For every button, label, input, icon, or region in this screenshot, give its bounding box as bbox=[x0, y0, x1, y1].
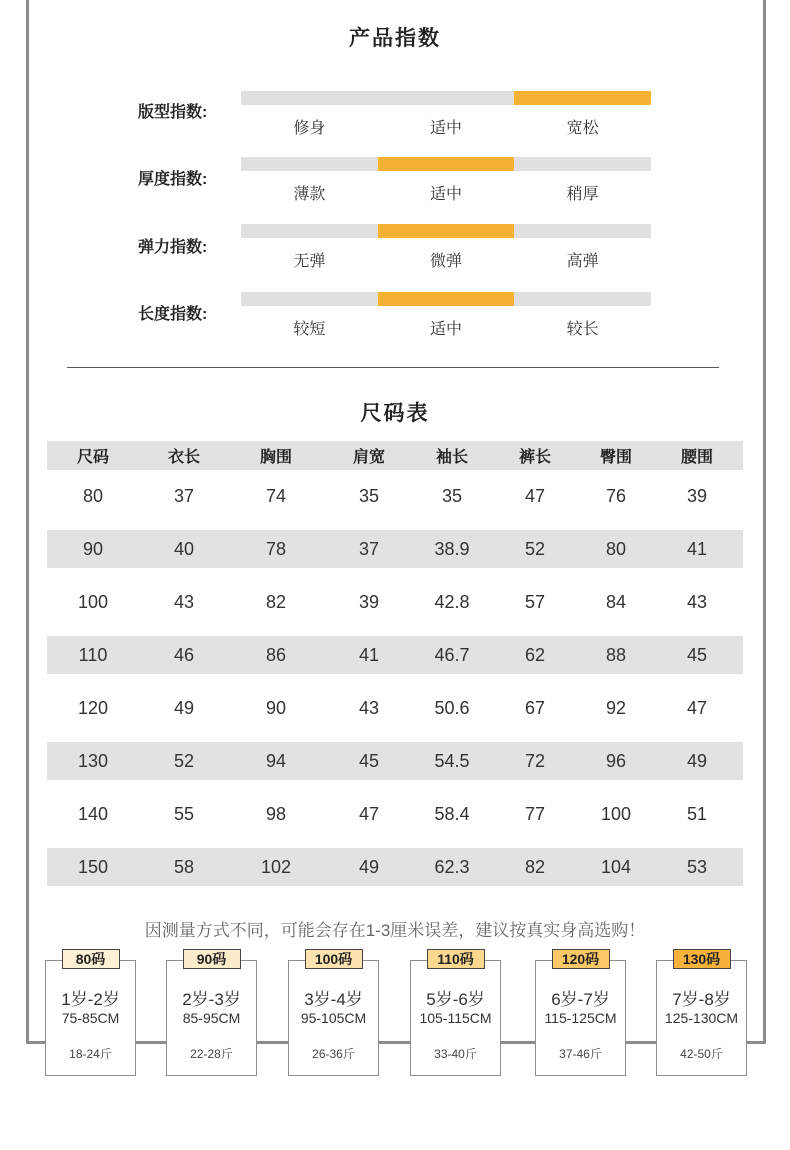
table-cell: 57 bbox=[524, 592, 546, 612]
table-cell: 90 bbox=[265, 698, 287, 718]
table-header-cell: 袖长 bbox=[435, 449, 468, 466]
index-option: 适中 bbox=[430, 321, 463, 338]
index-segment bbox=[514, 224, 651, 238]
table-cell: 80 bbox=[82, 486, 104, 506]
weight-range: 26-36斤 bbox=[312, 1047, 355, 1061]
age-range: 3岁-4岁 bbox=[304, 990, 363, 1009]
table-cell: 67 bbox=[524, 698, 546, 718]
table-cell: 77 bbox=[524, 804, 546, 824]
index-options bbox=[241, 115, 651, 138]
table-cell: 76 bbox=[605, 486, 627, 506]
index-segment bbox=[514, 157, 651, 171]
index-options bbox=[241, 316, 651, 339]
table-cell: 35 bbox=[358, 486, 380, 506]
index-segment bbox=[378, 91, 515, 105]
index-row-length bbox=[0, 292, 790, 352]
table-cell: 45 bbox=[358, 750, 380, 771]
table-cell: 46.7 bbox=[434, 644, 470, 665]
table-cell: 90 bbox=[82, 538, 104, 559]
table-row bbox=[47, 848, 743, 886]
table-cell: 100 bbox=[600, 804, 632, 824]
size-table bbox=[47, 441, 743, 894]
table-cell: 62.3 bbox=[434, 856, 470, 877]
table-header-cell: 臀围 bbox=[599, 449, 632, 466]
measurement-note: 因测量方式不同，可能会存在1-3厘米误差，建议按真实身高选购！ bbox=[144, 921, 646, 940]
weight-range: 42-50斤 bbox=[680, 1047, 723, 1061]
index-options bbox=[241, 181, 651, 204]
table-cell: 84 bbox=[605, 592, 627, 612]
index-row-thickness bbox=[0, 157, 790, 217]
index-segment bbox=[241, 224, 378, 238]
table-cell: 98 bbox=[265, 804, 287, 824]
age-card bbox=[288, 951, 379, 1076]
index-option: 较长 bbox=[566, 321, 599, 338]
table-cell: 49 bbox=[358, 856, 380, 877]
table-header-cell: 胸围 bbox=[259, 449, 292, 466]
table-cell: 78 bbox=[265, 538, 287, 559]
table-cell: 62 bbox=[524, 644, 546, 665]
index-option: 稍厚 bbox=[566, 186, 599, 203]
size-tag: 130码 bbox=[673, 949, 731, 969]
table-cell: 96 bbox=[605, 750, 627, 771]
index-option: 较短 bbox=[293, 321, 326, 338]
weight-range: 33-40斤 bbox=[434, 1047, 477, 1061]
index-segment-selected bbox=[514, 91, 651, 105]
height-range: 115-125CM bbox=[544, 1010, 617, 1026]
table-cell: 43 bbox=[173, 592, 195, 612]
age-range: 6岁-7岁 bbox=[551, 990, 610, 1009]
table-cell: 130 bbox=[77, 750, 109, 771]
index-bar bbox=[241, 157, 651, 171]
table-row bbox=[47, 742, 743, 780]
index-segment bbox=[241, 292, 378, 306]
table-header-cell: 衣长 bbox=[167, 449, 200, 466]
table-cell: 74 bbox=[265, 486, 287, 506]
table-cell: 49 bbox=[686, 750, 708, 771]
table-cell: 40 bbox=[173, 538, 195, 559]
table-cell: 51 bbox=[686, 804, 708, 824]
table-header-cell: 尺码 bbox=[76, 449, 109, 466]
table-header-cell: 裤长 bbox=[518, 449, 551, 466]
index-bar bbox=[241, 292, 651, 306]
index-segment bbox=[241, 91, 378, 105]
table-body bbox=[47, 470, 743, 886]
index-segment-selected bbox=[378, 292, 515, 306]
age-range: 7岁-8岁 bbox=[672, 990, 731, 1009]
table-cell: 100 bbox=[77, 592, 109, 612]
table-row bbox=[47, 788, 743, 841]
table-cell: 82 bbox=[524, 856, 546, 877]
index-bar bbox=[241, 224, 651, 238]
height-range: 125-130CM bbox=[664, 1010, 739, 1026]
height-range: 105-115CM bbox=[419, 1010, 492, 1026]
table-cell: 150 bbox=[77, 856, 109, 877]
table-cell: 47 bbox=[686, 698, 708, 718]
table-cell: 53 bbox=[686, 856, 708, 877]
index-row-elasticity bbox=[0, 224, 790, 284]
table-cell: 55 bbox=[173, 804, 195, 824]
table-cell: 86 bbox=[265, 644, 287, 665]
age-card bbox=[45, 951, 136, 1076]
table-cell: 58 bbox=[173, 856, 195, 877]
index-label: 厚度指数: bbox=[138, 171, 208, 188]
table-row bbox=[47, 530, 743, 568]
index-option: 适中 bbox=[430, 186, 463, 203]
table-cell: 47 bbox=[524, 486, 546, 506]
table-row bbox=[47, 576, 743, 629]
index-row-fit bbox=[0, 91, 790, 151]
age-card bbox=[166, 951, 257, 1076]
table-cell: 92 bbox=[605, 698, 627, 718]
table-cell: 50.6 bbox=[434, 698, 470, 718]
age-card bbox=[535, 951, 626, 1076]
index-label: 版型指数: bbox=[138, 104, 208, 121]
index-option: 高弹 bbox=[566, 253, 599, 270]
index-option: 宽松 bbox=[566, 120, 599, 137]
table-cell: 72 bbox=[524, 750, 546, 771]
table-cell: 43 bbox=[686, 592, 708, 612]
age-range: 1岁-2岁 bbox=[61, 990, 120, 1009]
table-cell: 54.5 bbox=[434, 750, 470, 771]
table-header-cell: 肩宽 bbox=[352, 449, 385, 466]
table-cell: 58.4 bbox=[434, 804, 470, 824]
table-header-cell: 腰围 bbox=[680, 449, 713, 466]
index-option: 修身 bbox=[293, 120, 326, 137]
index-segment bbox=[514, 292, 651, 306]
table-cell: 39 bbox=[686, 486, 708, 506]
size-tag: 100码 bbox=[305, 949, 363, 969]
table-cell: 46 bbox=[173, 644, 195, 665]
age-range: 2岁-3岁 bbox=[182, 990, 241, 1009]
table-cell: 37 bbox=[358, 538, 380, 559]
table-cell: 41 bbox=[358, 644, 380, 665]
table-cell: 42.8 bbox=[434, 592, 470, 612]
table-cell: 52 bbox=[524, 538, 546, 559]
index-segment-selected bbox=[378, 224, 515, 238]
index-label: 弹力指数: bbox=[138, 239, 208, 256]
size-tag: 80码 bbox=[62, 949, 120, 969]
table-cell: 37 bbox=[173, 486, 195, 506]
size-tag: 120码 bbox=[552, 949, 610, 969]
index-segment-selected bbox=[378, 157, 515, 171]
size-chart-title: 尺码表 bbox=[360, 402, 430, 425]
table-cell: 49 bbox=[173, 698, 195, 718]
table-cell: 52 bbox=[173, 750, 195, 771]
table-cell: 47 bbox=[358, 804, 380, 824]
weight-range: 18-24斤 bbox=[69, 1047, 112, 1061]
index-option: 适中 bbox=[430, 120, 463, 137]
table-cell: 110 bbox=[78, 644, 108, 665]
table-cell: 94 bbox=[265, 750, 287, 771]
table-cell: 140 bbox=[77, 804, 109, 824]
table-row bbox=[47, 470, 743, 523]
table-cell: 104 bbox=[600, 856, 632, 877]
table-cell: 35 bbox=[441, 486, 463, 506]
age-card bbox=[410, 951, 501, 1076]
table-cell: 80 bbox=[605, 538, 627, 559]
table-header-row bbox=[47, 441, 743, 470]
index-option: 无弹 bbox=[293, 253, 326, 270]
index-options bbox=[241, 248, 651, 271]
table-cell: 120 bbox=[77, 698, 109, 718]
age-range: 5岁-6岁 bbox=[426, 990, 485, 1009]
size-tag: 110码 bbox=[427, 949, 485, 969]
height-range: 75-85CM bbox=[61, 1010, 120, 1026]
index-segment bbox=[241, 157, 378, 171]
table-row bbox=[47, 636, 743, 674]
index-bar bbox=[241, 91, 651, 105]
table-cell: 38.9 bbox=[434, 538, 470, 559]
weight-range: 37-46斤 bbox=[559, 1047, 602, 1061]
index-label: 长度指数: bbox=[138, 306, 208, 323]
index-option: 薄款 bbox=[293, 186, 326, 203]
section-divider bbox=[67, 367, 719, 368]
table-cell: 43 bbox=[358, 698, 380, 718]
table-cell: 88 bbox=[605, 644, 627, 665]
age-card bbox=[656, 951, 747, 1076]
index-option: 微弹 bbox=[430, 253, 463, 270]
table-cell: 102 bbox=[260, 856, 292, 877]
table-cell: 39 bbox=[358, 592, 380, 612]
weight-range: 22-28斤 bbox=[190, 1047, 233, 1061]
height-range: 95-105CM bbox=[300, 1010, 367, 1026]
product-index-title: 产品指数 bbox=[349, 27, 441, 50]
size-tag: 90码 bbox=[183, 949, 241, 969]
table-cell: 45 bbox=[686, 644, 708, 665]
table-row bbox=[47, 682, 743, 735]
height-range: 85-95CM bbox=[182, 1010, 241, 1026]
table-cell: 41 bbox=[686, 538, 708, 559]
table-cell: 82 bbox=[265, 592, 287, 612]
